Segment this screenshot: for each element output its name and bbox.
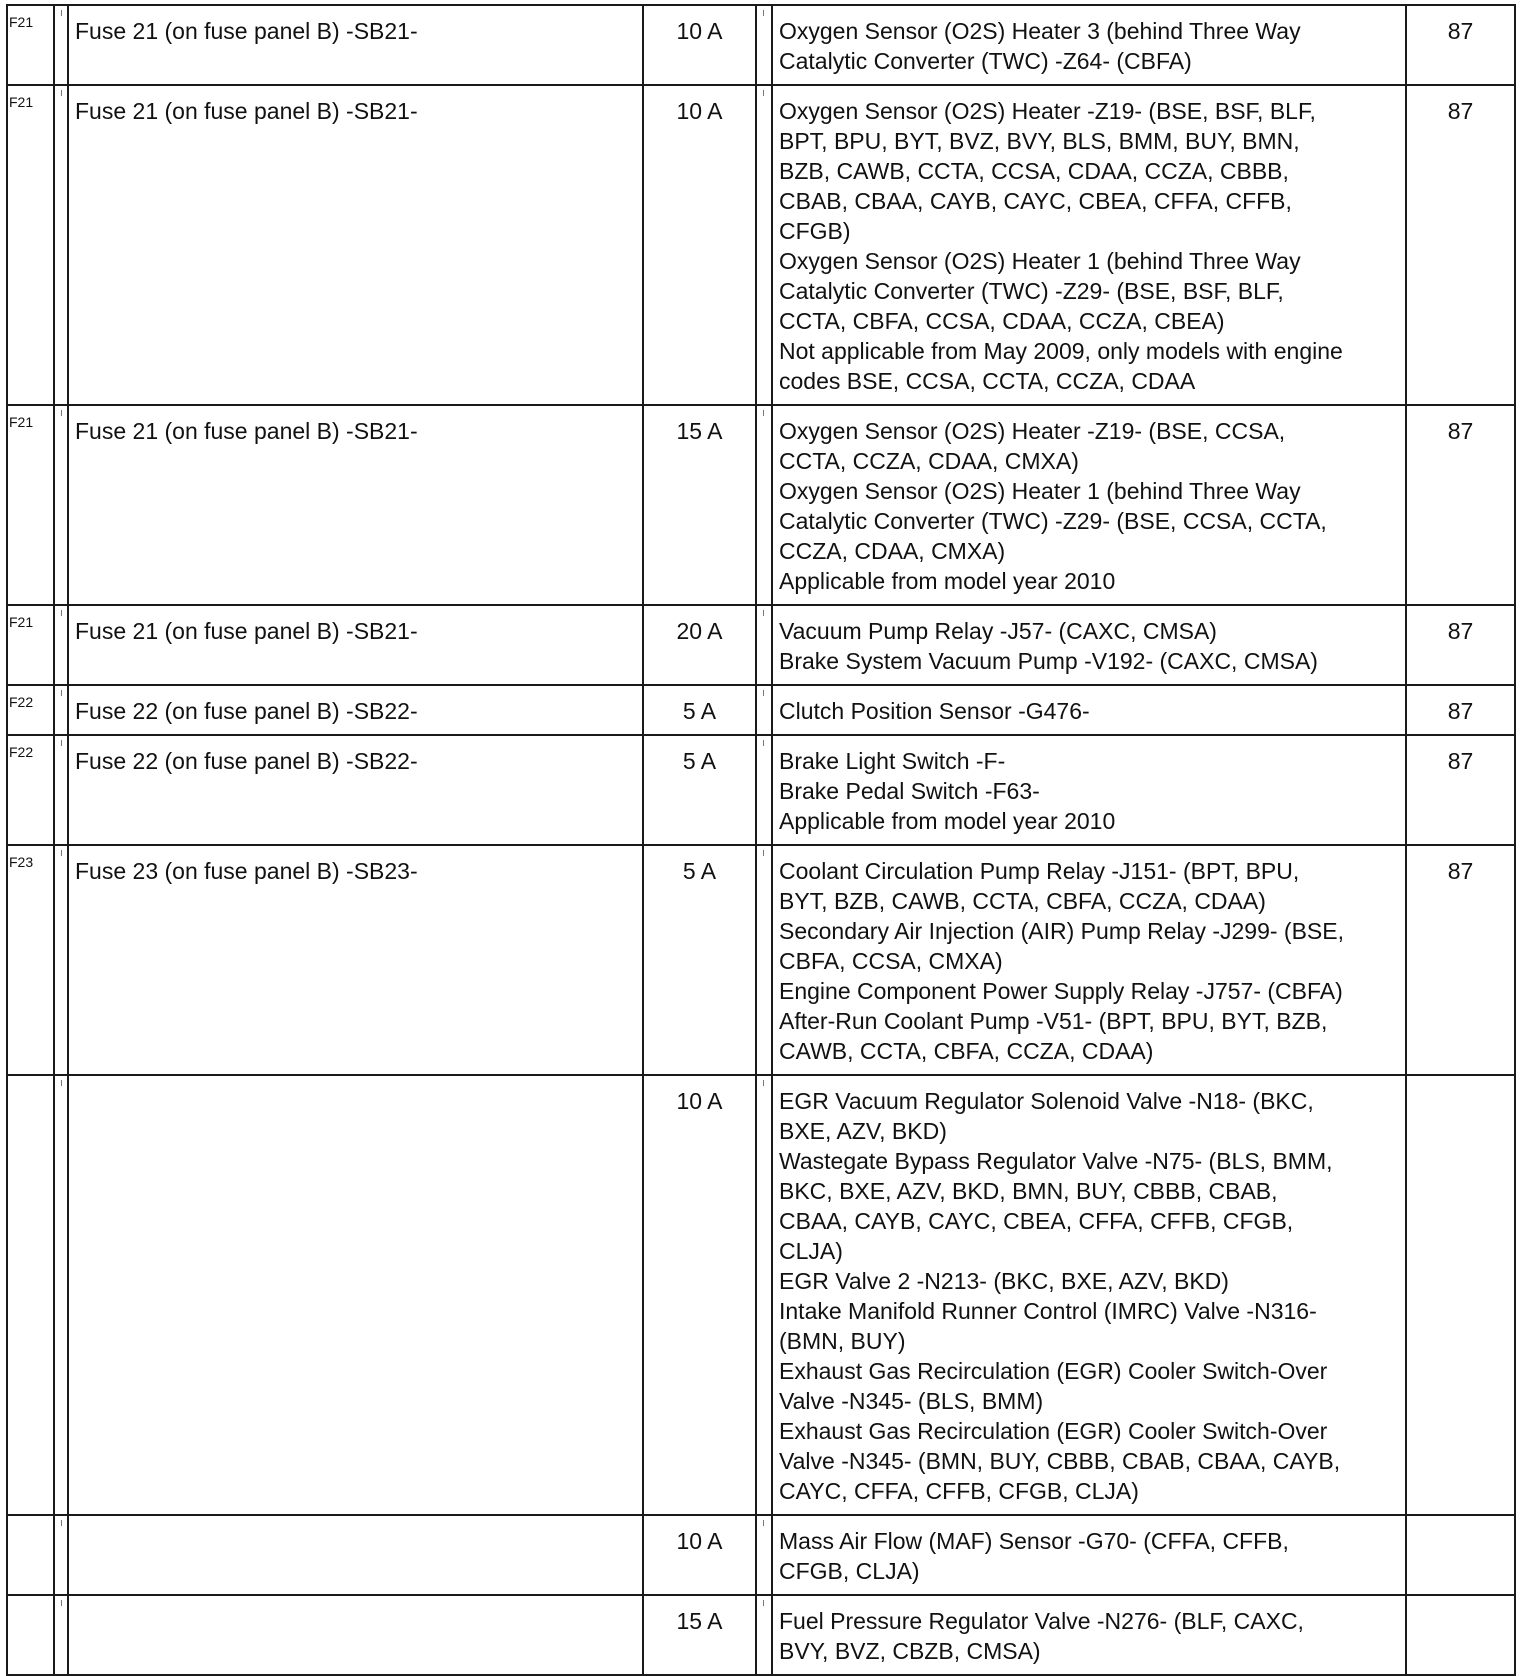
fuse-id-cell: F21: [7, 85, 54, 405]
component-line: CAYC, CFFA, CFFB, CFGB, CLJA): [779, 1478, 1139, 1504]
amperage-cell: 15 A: [643, 405, 756, 605]
component-line: CBFA, CCSA, CMXA): [779, 948, 1003, 974]
components-cell: [772, 685, 1406, 735]
component-line: After-Run Coolant Pump -V51- (BPT, BPU, BYT, BZB,: [779, 1008, 1328, 1034]
components-cell: [772, 735, 1406, 845]
fuse-name-cell: [68, 1515, 643, 1595]
fuse-name-cell: Fuse 21 (on fuse panel B) -SB21-: [68, 85, 643, 405]
divider-cell: [756, 1075, 772, 1515]
fuse-id-cell: F22: [7, 735, 54, 845]
component-line: Catalytic Converter (TWC) -Z29- (BSE, CCSA, CCTA,: [779, 508, 1327, 534]
table-row: [7, 735, 1515, 845]
divider-cell: [756, 5, 772, 85]
component-line: CBAA, CAYB, CAYC, CBEA, CFFA, CFFB, CFGB,: [779, 1208, 1294, 1234]
terminal-cell: 87: [1406, 605, 1515, 685]
fuse-name-cell: Fuse 21 (on fuse panel B) -SB21-: [68, 405, 643, 605]
component-line: CBAB, CBAA, CAYB, CAYC, CBEA, CFFA, CFFB,: [779, 188, 1292, 214]
divider-cell: [54, 5, 68, 85]
terminal-cell: 87: [1406, 5, 1515, 85]
component-line: Fuel Pressure Regulator Valve -N276- (BLF, CAXC,: [779, 1608, 1304, 1634]
component-line: Oxygen Sensor (O2S) Heater -Z19- (BSE, CCSA,: [779, 418, 1286, 444]
divider-cell: [54, 1595, 68, 1675]
component-line: Oxygen Sensor (O2S) Heater 1 (behind Three Way: [779, 478, 1301, 504]
amperage-cell: 10 A: [643, 1515, 756, 1595]
fuse-id-cell: F23: [7, 845, 54, 1075]
fuse-name-cell: Fuse 21 (on fuse panel B) -SB21-: [68, 5, 643, 85]
component-line: BXE, AZV, BKD): [779, 1118, 947, 1144]
table-row: [7, 685, 1515, 735]
amperage-cell: 5 A: [643, 735, 756, 845]
components-cell: [772, 1595, 1406, 1675]
table-row: [7, 845, 1515, 1075]
divider-cell: [756, 845, 772, 1075]
table-row: [7, 5, 1515, 85]
components-cell: [772, 5, 1406, 85]
fuse-id-cell: [7, 1595, 54, 1675]
fuse-name-cell: Fuse 22 (on fuse panel B) -SB22-: [68, 685, 643, 735]
amperage-cell: 15 A: [643, 1595, 756, 1675]
fuse-name-cell: Fuse 22 (on fuse panel B) -SB22-: [68, 735, 643, 845]
divider-cell: [54, 1075, 68, 1515]
component-line: Catalytic Converter (TWC) -Z64- (CBFA): [779, 48, 1192, 74]
component-line: BPT, BPU, BYT, BVZ, BVY, BLS, BMM, BUY, BMN,: [779, 128, 1300, 154]
fuse-id-cell: [7, 1075, 54, 1515]
divider-cell: [54, 85, 68, 405]
component-line: CCTA, CCZA, CDAA, CMXA): [779, 448, 1079, 474]
amperage-cell: 5 A: [643, 685, 756, 735]
divider-cell: [54, 845, 68, 1075]
fuse-id-cell: F21: [7, 405, 54, 605]
component-line: Catalytic Converter (TWC) -Z29- (BSE, BSF, BLF,: [779, 278, 1284, 304]
component-line: EGR Valve 2 -N213- (BKC, BXE, AZV, BKD): [779, 1268, 1229, 1294]
component-line: Oxygen Sensor (O2S) Heater -Z19- (BSE, BSF, BLF,: [779, 98, 1316, 124]
table-row: [7, 605, 1515, 685]
fuse-table: [6, 4, 1516, 1676]
component-line: Applicable from model year 2010: [779, 808, 1116, 834]
divider-cell: [54, 405, 68, 605]
terminal-cell: [1406, 1515, 1515, 1595]
table-row: [7, 405, 1515, 605]
table-row: [7, 1515, 1515, 1595]
divider-cell: [756, 1515, 772, 1595]
component-line: Valve -N345- (BLS, BMM): [779, 1388, 1044, 1414]
amperage-cell: 20 A: [643, 605, 756, 685]
component-line: Brake System Vacuum Pump -V192- (CAXC, CMSA): [779, 648, 1318, 674]
component-line: EGR Vacuum Regulator Solenoid Valve -N18- (BKC,: [779, 1088, 1314, 1114]
component-line: CCTA, CBFA, CCSA, CDAA, CCZA, CBEA): [779, 308, 1225, 334]
component-line: Wastegate Bypass Regulator Valve -N75- (BLS, BMM,: [779, 1148, 1333, 1174]
divider-cell: [756, 735, 772, 845]
divider-cell: [756, 85, 772, 405]
terminal-cell: 87: [1406, 735, 1515, 845]
amperage-cell: 10 A: [643, 5, 756, 85]
table-row: [7, 1075, 1515, 1515]
component-line: BZB, CAWB, CCTA, CCSA, CDAA, CCZA, CBBB,: [779, 158, 1289, 184]
component-line: Applicable from model year 2010: [779, 568, 1116, 594]
component-line: Vacuum Pump Relay -J57- (CAXC, CMSA): [779, 618, 1217, 644]
fuse-id-cell: [7, 1515, 54, 1595]
components-cell: [772, 605, 1406, 685]
fuse-name-cell: [68, 1075, 643, 1515]
terminal-cell: 87: [1406, 685, 1515, 735]
component-line: Valve -N345- (BMN, BUY, CBBB, CBAB, CBAA, CAYB,: [779, 1448, 1341, 1474]
amperage-cell: 5 A: [643, 845, 756, 1075]
component-line: (BMN, BUY): [779, 1328, 906, 1354]
component-line: BKC, BXE, AZV, BKD, BMN, BUY, CBBB, CBAB,: [779, 1178, 1278, 1204]
terminal-cell: [1406, 1595, 1515, 1675]
fuse-name-cell: [68, 1595, 643, 1675]
component-line: Exhaust Gas Recirculation (EGR) Cooler Switch-Over: [779, 1418, 1328, 1444]
terminal-cell: 87: [1406, 405, 1515, 605]
component-line: codes BSE, CCSA, CCTA, CCZA, CDAA: [779, 368, 1196, 394]
component-line: Intake Manifold Runner Control (IMRC) Valve -N316-: [779, 1298, 1317, 1324]
divider-cell: [756, 605, 772, 685]
component-line: Brake Light Switch -F-: [779, 748, 1006, 774]
terminal-cell: [1406, 1075, 1515, 1515]
component-line: Oxygen Sensor (O2S) Heater 3 (behind Three Way: [779, 18, 1301, 44]
divider-cell: [54, 1515, 68, 1595]
fuse-name-cell: Fuse 23 (on fuse panel B) -SB23-: [68, 845, 643, 1075]
component-line: CCZA, CDAA, CMXA): [779, 538, 1006, 564]
component-line: CAWB, CCTA, CBFA, CCZA, CDAA): [779, 1038, 1154, 1064]
divider-cell: [54, 685, 68, 735]
fuse-id-cell: F21: [7, 5, 54, 85]
component-line: BYT, BZB, CAWB, CCTA, CBFA, CCZA, CDAA): [779, 888, 1266, 914]
fuse-name-cell: Fuse 21 (on fuse panel B) -SB21-: [68, 605, 643, 685]
divider-cell: [756, 405, 772, 605]
component-line: Oxygen Sensor (O2S) Heater 1 (behind Three Way: [779, 248, 1301, 274]
component-line: Exhaust Gas Recirculation (EGR) Cooler Switch-Over: [779, 1358, 1328, 1384]
components-cell: [772, 845, 1406, 1075]
components-cell: [772, 85, 1406, 405]
divider-cell: [54, 735, 68, 845]
fuse-id-cell: F22: [7, 685, 54, 735]
components-cell: [772, 1075, 1406, 1515]
terminal-cell: 87: [1406, 85, 1515, 405]
component-line: Engine Component Power Supply Relay -J757- (CBFA): [779, 978, 1343, 1004]
component-line: Not applicable from May 2009, only models with engine: [779, 338, 1343, 364]
components-cell: [772, 1515, 1406, 1595]
component-line: BVY, BVZ, CBZB, CMSA): [779, 1638, 1041, 1664]
component-line: CFGB): [779, 218, 851, 244]
divider-cell: [54, 605, 68, 685]
component-line: Coolant Circulation Pump Relay -J151- (BPT, BPU,: [779, 858, 1300, 884]
table-row: [7, 1595, 1515, 1675]
component-line: Mass Air Flow (MAF) Sensor -G70- (CFFA, CFFB,: [779, 1528, 1289, 1554]
component-line: Secondary Air Injection (AIR) Pump Relay -J299- (BSE,: [779, 918, 1345, 944]
table-row: [7, 85, 1515, 405]
terminal-cell: 87: [1406, 845, 1515, 1075]
fuse-id-cell: F21: [7, 605, 54, 685]
component-line: Brake Pedal Switch -F63-: [779, 778, 1040, 804]
component-line: Clutch Position Sensor -G476-: [779, 698, 1090, 724]
amperage-cell: 10 A: [643, 85, 756, 405]
divider-cell: [756, 1595, 772, 1675]
component-line: CFGB, CLJA): [779, 1558, 920, 1584]
divider-cell: [756, 685, 772, 735]
component-line: CLJA): [779, 1238, 843, 1264]
amperage-cell: 10 A: [643, 1075, 756, 1515]
fuse-table-body: [7, 5, 1515, 1675]
components-cell: [772, 405, 1406, 605]
